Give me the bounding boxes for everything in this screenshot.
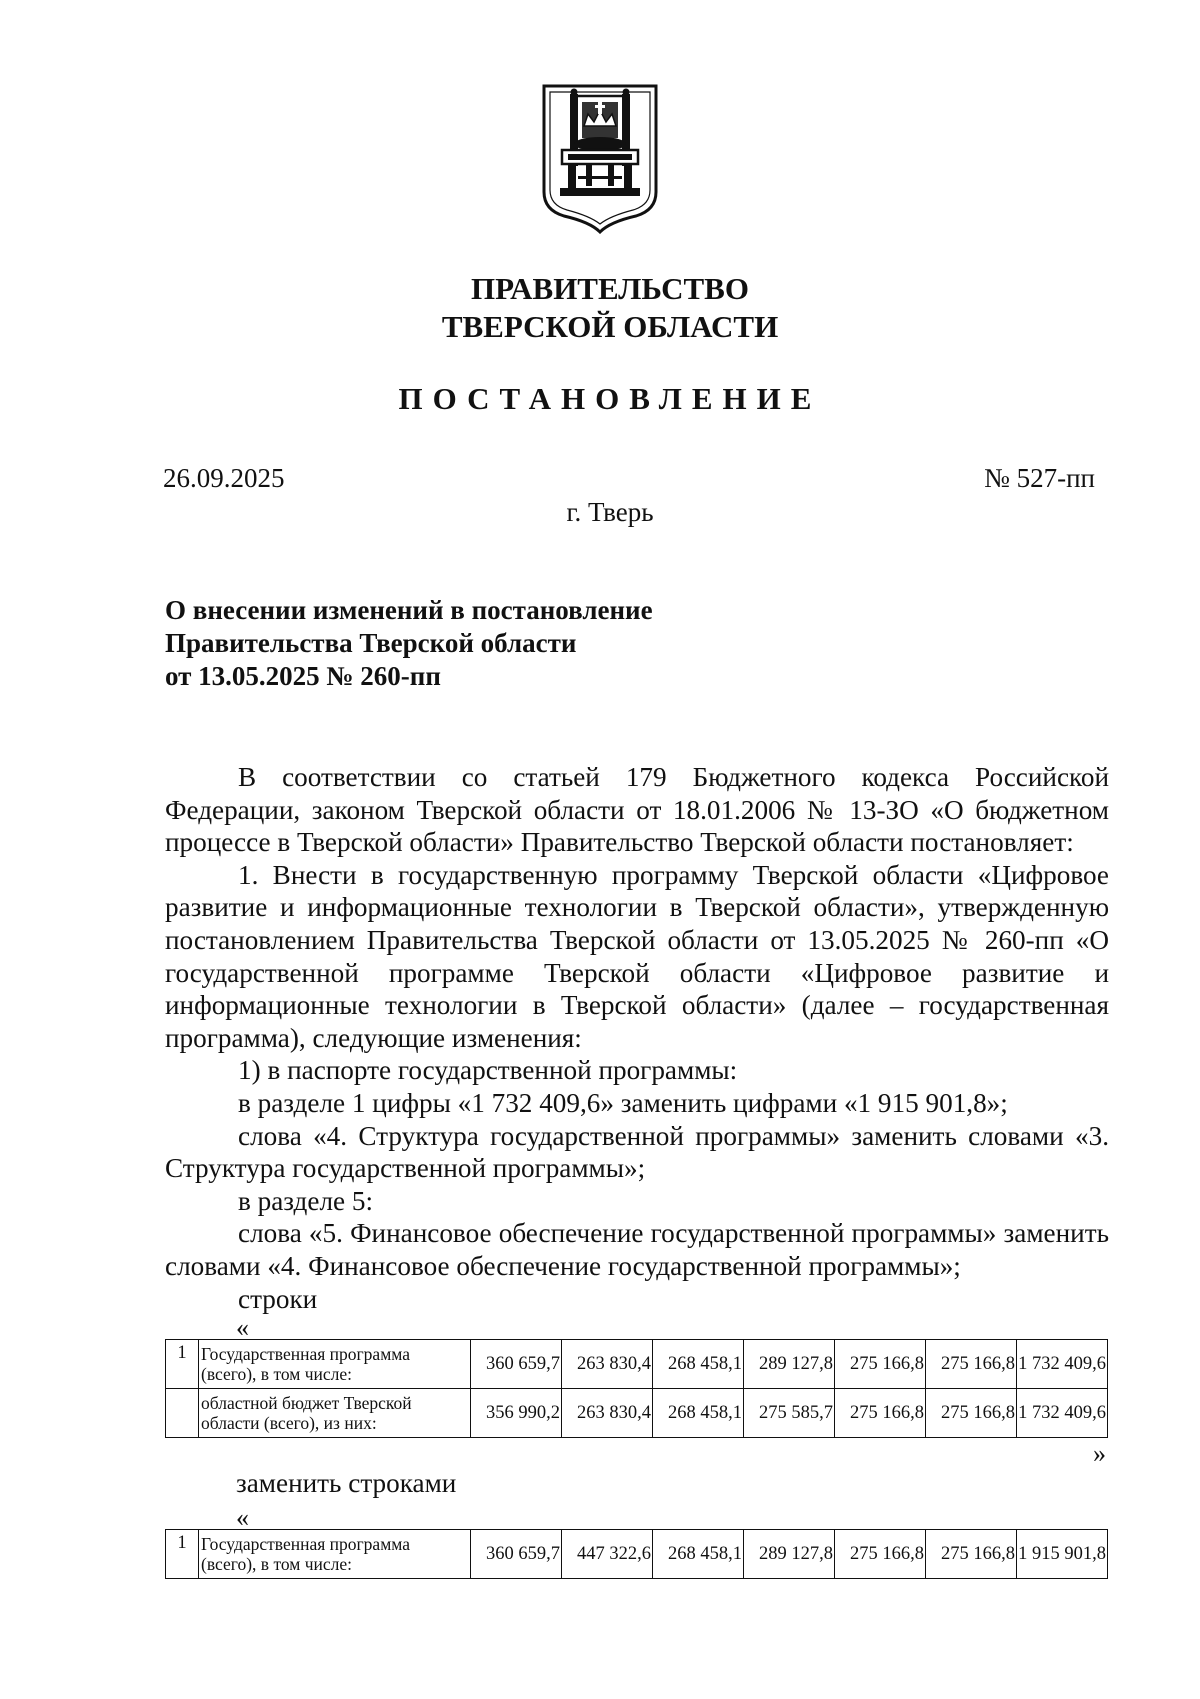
document-type-title: ПОСТАНОВЛЕНИЕ: [398, 381, 822, 416]
body-paragraph-preamble: В соответствии со статьей 179 Бюджетного кодекса Российской Федерации, законом Тверской области от 18.01.2006 № 13-ЗО «О бюджетном процессе в Тверской области» Правительство Тверской области постановляет:: [165, 762, 1109, 858]
document-subject: [165, 594, 653, 693]
row-number: [166, 1389, 199, 1438]
body-paragraph-structure: слова «4. Структура государственной программы» заменить словами «3. Структура государственной программы»;: [165, 1120, 1109, 1184]
row-number: 1: [166, 1340, 199, 1389]
value-cell: 356 990,2: [471, 1389, 562, 1438]
quote-open-mark: «: [236, 1313, 249, 1342]
body-paragraph-section-5: в разделе 5:: [238, 1185, 374, 1216]
document-city: г. Тверь: [566, 497, 654, 527]
value-cell: 289 127,8: [744, 1340, 835, 1389]
organization-name-line-2: ТВЕРСКОЙ ОБЛАСТИ: [441, 309, 779, 344]
row-name: областной бюджет Тверской области (всего), из них:: [199, 1389, 471, 1438]
value-cell: 1 915 901,8: [1017, 1530, 1108, 1579]
value-cell: 289 127,8: [744, 1530, 835, 1579]
value-cell: 447 322,6: [562, 1530, 653, 1579]
value-cell: 263 830,4: [562, 1340, 653, 1389]
document-date: 26.09.2025: [163, 463, 285, 493]
row-name: Государственная программа (всего), в том числе:: [199, 1340, 471, 1389]
value-cell: 275 166,8: [835, 1389, 926, 1438]
quote-close-mark: »: [1093, 1439, 1106, 1468]
quote-open-mark-2: «: [236, 1503, 249, 1532]
coat-of-arms-emblem: [540, 82, 660, 234]
value-cell: 360 659,7: [471, 1530, 562, 1579]
value-cell: 360 659,7: [471, 1340, 562, 1389]
organization-name-line-1: ПРАВИТЕЛЬСТВО: [471, 271, 749, 306]
value-cell: 275 166,8: [835, 1340, 926, 1389]
row-number: 1: [166, 1530, 199, 1579]
body-paragraph-rows: строки: [238, 1283, 318, 1314]
value-cell: 263 830,4: [562, 1389, 653, 1438]
document-number: № 527-пп: [984, 463, 1095, 493]
subject-line-1: О внесении изменений в постановление: [165, 595, 653, 625]
value-cell: 268 458,1: [653, 1340, 744, 1389]
budget-table-old: [165, 1339, 1108, 1438]
value-cell: 1 732 409,6: [1017, 1389, 1108, 1438]
value-cell: 1 732 409,6: [1017, 1340, 1108, 1389]
value-cell: 275 166,8: [926, 1530, 1017, 1579]
value-cell: 275 585,7: [744, 1389, 835, 1438]
body-paragraph-financing: слова «5. Финансовое обеспечение государственной программы» заменить словами «4. Финансовое обеспечение государственной программы»;: [165, 1218, 1109, 1281]
document-body: [165, 761, 1109, 1315]
body-paragraph-section-1: в разделе 1 цифры «1 732 409,6» заменить цифрами «1 915 901,8»;: [238, 1087, 1008, 1118]
value-cell: 268 458,1: [653, 1530, 744, 1579]
value-cell: 275 166,8: [926, 1340, 1017, 1389]
value-cell: 268 458,1: [653, 1389, 744, 1438]
budget-table-new: [165, 1529, 1108, 1579]
table-row: [166, 1530, 1108, 1579]
replace-rows-label: заменить строками: [236, 1468, 457, 1498]
table-row: [166, 1340, 1108, 1389]
value-cell: 275 166,8: [926, 1389, 1017, 1438]
value-cell: 275 166,8: [835, 1530, 926, 1579]
subject-line-2: Правительства Тверской области: [165, 628, 577, 658]
body-paragraph-passport: 1) в паспорте государственной программы:: [238, 1055, 738, 1086]
table-row: [166, 1389, 1108, 1438]
body-paragraph-item-1: 1. Внести в государственную программу Тверской области «Цифровое развитие и информационные технологии в Тверской области», утвержденную постановлением Правительства Тверской области от 13.05.2025 № 260-пп «О государственной программе Тверской области «Цифровое развитие и информационные технологии в Тверской области» (далее – государственная программа), следующие изменения:: [165, 859, 1109, 1053]
row-name: Государственная программа (всего), в том числе:: [199, 1530, 471, 1579]
subject-line-3: от 13.05.2025 № 260-пп: [165, 661, 441, 691]
